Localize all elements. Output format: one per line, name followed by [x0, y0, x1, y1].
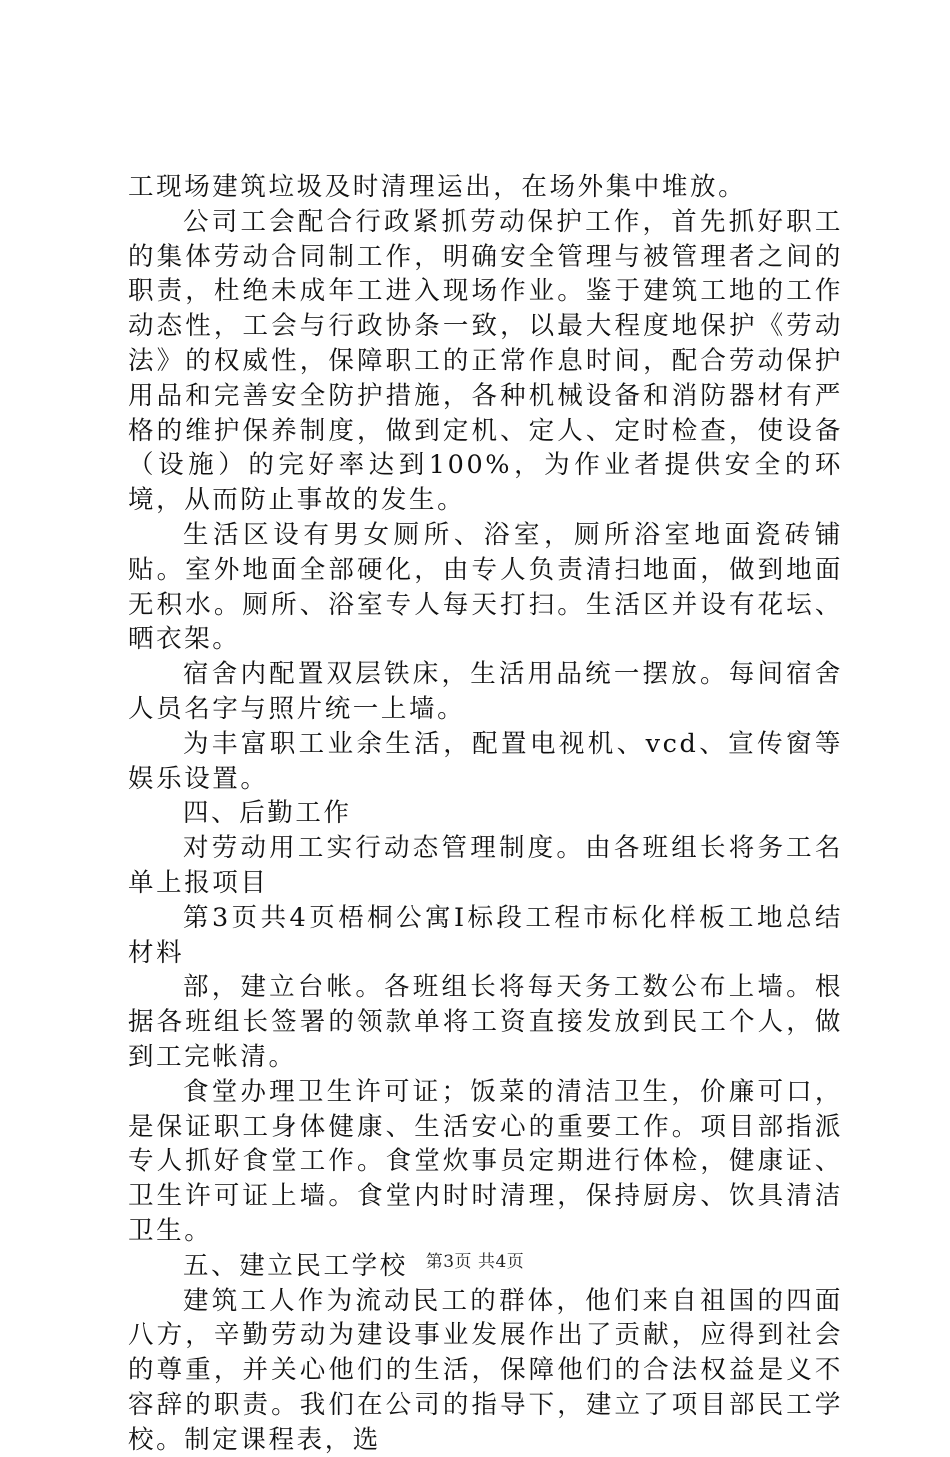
paragraph-1: 工现场建筑垃圾及时清理运出，在场外集中堆放。: [128, 170, 843, 205]
paragraph-7: 对劳动用工实行动态管理制度。由各班组长将务工名单上报项目: [128, 831, 843, 901]
paragraph-5: 为丰富职工业余生活，配置电视机、vcd、宣传窗等娱乐设置。: [128, 727, 843, 797]
paragraph-10: 食堂办理卫生许可证；饭菜的清洁卫生，价廉可口，是保证职工身体健康、生活安心的重要工作。项目部指派专人抓好食堂工作。食堂炊事员定期进行体检，健康证、卫生许可证上墙。食堂内时时清理，保持厨房、饮具清洁卫生。: [128, 1075, 843, 1249]
section-heading-5: 五、建立民工学校: [128, 1249, 843, 1284]
page-footer: 第3页 共4页: [0, 1247, 950, 1272]
paragraph-3: 生活区设有男女厕所、浴室，厕所浴室地面瓷砖铺贴。室外地面全部硬化，由专人负责清扫地面，做到地面无积水。厕所、浴室专人每天打扫。生活区并设有花坛、晒衣架。: [128, 518, 843, 657]
paragraph-2: 公司工会配合行政紧抓劳动保护工作，首先抓好职工的集体劳动合同制工作，明确安全管理与被管理者之间的职责，杜绝未成年工进入现场作业。鉴于建筑工地的工作动态性，工会与行政协条一致，以最大程度地保护《劳动法》的权威性，保障职工的正常作息时间，配合劳动保护用品和完善安全防护措施，各种机械设备和消防器材有严格的维护保养制度，做到定机、定人、定时检查，使设备（设施）的完好率达到100%，为作业者提供安全的环境，从而防止事故的发生。: [128, 205, 843, 518]
paragraph-12: 建筑工人作为流动民工的群体，他们来自祖国的四面八方，辛勤劳动为建设事业发展作出了贡献，应得到社会的尊重，并关心他们的生活，保障他们的合法权益是义不容辞的职责。我们在公司的指导下，建立了项目部民工学校。制定课程表，选: [128, 1284, 843, 1457]
paragraph-9: 部，建立台帐。各班组长将每天务工数公布上墙。根据各班组长签署的领款单将工资直接发放到民工个人，做到工完帐清。: [128, 970, 843, 1074]
paragraph-4: 宿舍内配置双层铁床，生活用品统一摆放。每间宿舍人员名字与照片统一上墙。: [128, 657, 843, 727]
section-heading-4: 四、后勤工作: [128, 796, 843, 831]
page-header-line: 第3页共4页梧桐公寓Ⅰ标段工程市标化样板工地总结材料: [128, 901, 843, 971]
